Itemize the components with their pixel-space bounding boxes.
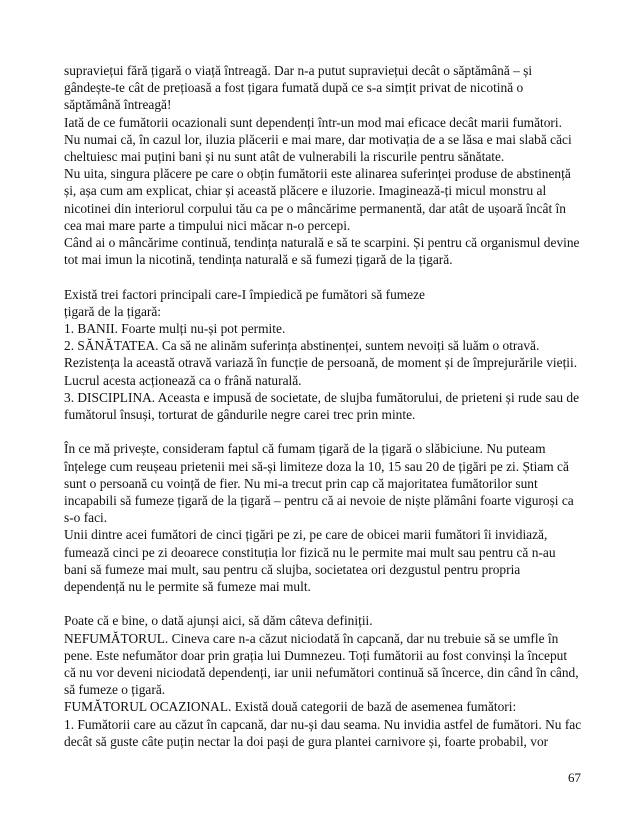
text-line: Poate că e bine, o dată ajunși aici, să dăm câteva definiții. bbox=[64, 613, 373, 629]
text-line: tot mai imun la nicotină, tendința naturală e să fumezi țigară de la țigară. bbox=[64, 252, 453, 268]
page-number: 67 bbox=[568, 770, 581, 785]
text-line: Când ai o mâncărime continuă, tendința naturală e să te scarpini. Și pentru că organismul devine bbox=[64, 235, 580, 251]
text-line: să fumeze o țigară. bbox=[64, 682, 166, 698]
text-line: FUMĂTORUL OCAZIONAL. Există două categorii de bază de asemenea fumători: bbox=[64, 699, 517, 715]
text-line: incapabili să fumeze țigară de la țigară – pentru că ai nevoie de niște plămâni foarte viguroși ca bbox=[64, 493, 574, 509]
paragraph-gap bbox=[64, 268, 594, 285]
text-line: Rezistența la această otravă variază în funcție de persoană, de moment și de împrejurările vieții. bbox=[64, 355, 578, 371]
paragraph-gap bbox=[64, 423, 594, 440]
body-text bbox=[64, 62, 594, 750]
text-line: înțelege cum reușeau prietenii mei să-și limiteze doza la 10, 15 sau 20 de țigări pe zi. Știam că bbox=[64, 458, 569, 474]
text-line: sunt o persoană cu voință de fier. Nu mi-a trecut prin cap că majoritatea fumătorilor sunt bbox=[64, 475, 538, 491]
text-line: În ce mă privește, consideram faptul că fumam țigară de la țigară o slăbiciune. Nu puteam bbox=[64, 441, 546, 457]
text-line: și, așa cum am explicat, chiar și această plăcere e iluzorie. Imaginează-ți micul monstru al bbox=[64, 183, 547, 199]
text-line: dependență nu le permite să fumeze mai mult. bbox=[64, 579, 311, 595]
text-line: 2. SĂNĂTATEA. Ca să ne alinăm suferința abstinenței, suntem nevoiți să luăm o otravă. bbox=[64, 338, 540, 354]
text-line: fumătorul însuși, torturat de gândurile negre carei trec prin minte. bbox=[64, 407, 416, 423]
text-line: cheltuiesc mai puțini bani și nu sunt atât de vulnerabili la riscurile pentru sănătate. bbox=[64, 149, 505, 165]
text-line: cea mai mare parte a timpului nici măcar n-o percepi. bbox=[64, 217, 351, 233]
paragraph-gap bbox=[64, 595, 594, 612]
text-line: Nu numai că, în cazul lor, iluzia plăcerii e mai mare, dar motivația de a se lăsa e mai slabă căci bbox=[64, 131, 572, 147]
text-line: Lucrul acesta acționează ca o frână naturală. bbox=[64, 372, 302, 388]
text-line: supraviețui fără țigară o viață întreagă. Dar n-a putut supraviețui decât o săptămână – și bbox=[64, 63, 533, 78]
text-line: că nu vor deveni niciodată dependenți, iar unii nefumători continuă să încerce, din când în când, bbox=[64, 665, 579, 681]
text-line: țigară de la țigară: bbox=[64, 303, 162, 319]
text-line: 1. Fumătorii care au căzut în capcană, dar nu-și dau seama. Nu invidia astfel de fumători. Nu fac bbox=[64, 716, 582, 732]
text-line: 1. BANII. Foarte mulți nu-și pot permite. bbox=[64, 321, 286, 337]
text-line: s-o faci. bbox=[64, 510, 108, 526]
text-line: Iată de ce fumătorii ocazionali sunt dependenți într-un mod mai eficace decât marii fumători. bbox=[64, 114, 562, 130]
text-line: NEFUMĂTORUL. Cineva care n-a căzut niciodată în capcană, dar nu trebuie să se umfle în bbox=[64, 630, 559, 646]
text-line: Nu uita, singura plăcere pe care o obțin fumătorii este alinarea suferinței produse de abstinență bbox=[64, 166, 571, 182]
text-line: Unii dintre acei fumători de cinci țigări pe zi, pe care de obicei marii fumători îi invidiază, bbox=[64, 527, 548, 543]
text-line: gândește-te cât de prețioasă a fost țigara fumată după ce s-a simțit privat de nicotină o bbox=[64, 80, 524, 96]
text-line: fumează cinci pe zi deoarece constituția lor fizică nu le permite mai mult sau pentru că n-au bbox=[64, 544, 556, 560]
text-line: bani să fumeze mai mult, sau pentru că slujba, societatea ori dezgustul pentru propria bbox=[64, 561, 521, 577]
text-line: decât să guste câte puțin nectar la doi pași de gura plantei carnivore și, foarte probabil, vor bbox=[64, 733, 549, 749]
text-line: nicotinei din interiorul corpului tău ca pe o mâncărime permanentă, dar atât de ușoară încât în bbox=[64, 200, 566, 216]
text-line: săptămână întreagă! bbox=[64, 97, 172, 113]
text-line: pene. Este nefumător doar prin grația lui Dumnezeu. Toți fumătorii au fost convinși la început bbox=[64, 647, 568, 663]
text-line: Există trei factori principali care-I împiedică pe fumători să fumeze bbox=[64, 286, 426, 302]
text-line: 3. DISCIPLINA. Aceasta e impusă de societate, de slujba fumătorului, de prieteni și rude sau de bbox=[64, 389, 580, 405]
